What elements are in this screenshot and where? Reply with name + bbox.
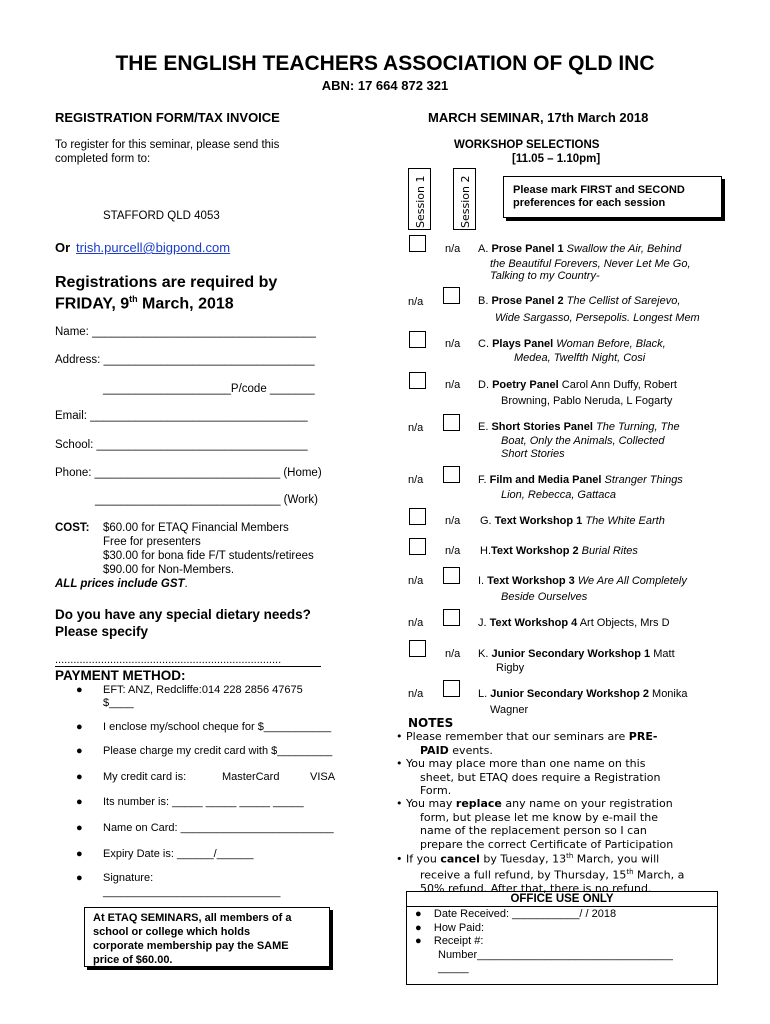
pay-cheque[interactable]: I enclose my/school cheque for $___________ [103, 721, 332, 733]
workshop-e-texts-2: Boat, Only the Animals, Collected [501, 435, 665, 447]
note-3-line-4: prepare the correct Certificate of Participation [420, 837, 674, 851]
dietary-question: Do you have any special dietary needs? [55, 607, 311, 622]
office-number[interactable]: Number________________________________ [438, 948, 673, 961]
deadline-day: FRIDAY, 9 [55, 295, 130, 313]
divider [55, 666, 321, 667]
workshop-c-session-1-checkbox[interactable] [409, 331, 426, 348]
workshop-h [480, 545, 638, 557]
visa-option[interactable]: VISA [310, 771, 336, 783]
workshop-f-session-2-checkbox[interactable] [443, 466, 460, 483]
note-1-bold-2: PAID [420, 743, 449, 757]
note-2-line-1: You may place more than one name on this [406, 757, 646, 770]
workshop-b-texts-2: Wide Sargasso, Persepolis. Longest Mem [495, 312, 700, 324]
cost-label: COST: [55, 522, 90, 534]
email-field[interactable]: Email: __________________________________ [55, 410, 308, 422]
workshop-f-session-1-na: n/a [408, 474, 424, 486]
workshop-k-session-1-checkbox[interactable] [409, 640, 426, 657]
phone-work-field[interactable]: _____________________________ (Work) [95, 494, 318, 506]
preferences-line-1: Please mark FIRST and SECOND [513, 184, 685, 196]
bullet: ● [76, 771, 83, 783]
workshop-j [478, 617, 670, 629]
workshop-l [478, 688, 688, 700]
pay-eft: EFT: ANZ, Redcliffe:014 228 2856 47675 [103, 684, 303, 696]
workshop-j-session-2-checkbox[interactable] [443, 609, 460, 626]
workshop-g [480, 515, 665, 527]
pay-card-type-label: My credit card is: [103, 771, 187, 783]
page-title: THE ENGLISH TEACHERS ASSOCIATION OF QLD INC [115, 52, 655, 75]
workshop-d-session-1-checkbox[interactable] [409, 372, 426, 389]
workshop-d-letter: D. [478, 379, 493, 391]
workshop-a [478, 243, 681, 255]
abn: ABN: 17 664 872 321 [321, 78, 449, 93]
note-1-end: events. [448, 743, 493, 757]
workshop-g-session-2-na: n/a [445, 515, 461, 527]
workshop-i-session-2-checkbox[interactable] [443, 567, 460, 584]
note-3-line-2: form, but please let me know by e-mail the [420, 810, 658, 824]
note-2: • You may place more than one name on this sheet, but ETAQ does require a Registration Form. [396, 757, 661, 797]
payment-title: PAYMENT METHOD: [55, 668, 186, 683]
office-use-box: OFFICE USE ONLY ● Date Received: ___________/ / 2018 ● How Paid: ● Receipt #: Number________________________________ _____ [406, 891, 718, 985]
workshop-g-session-1-checkbox[interactable] [409, 508, 426, 525]
note-3-text-2: any name on your registration [501, 797, 673, 810]
or-label: Or [55, 240, 71, 255]
cost-gst-end: . [184, 578, 188, 590]
name-field[interactable]: Name: ___________________________________ [55, 326, 316, 338]
preferences-box [503, 176, 722, 218]
workshop-k-texts-2: Rigby [496, 662, 525, 674]
corporate-membership-box [84, 907, 330, 967]
instructions-line-2: completed form to: [55, 153, 151, 165]
pay-eft-amount[interactable]: $____ [103, 697, 134, 709]
note-2-line-2: sheet, but ETAQ does require a Registration [420, 770, 661, 784]
workshop-d-texts: Carol Ann Duffy, Robert [561, 379, 677, 391]
note-4: • If you cancel by Tuesday, 13th March, you will receive a full refund, by Thursday, 15th March, a 50% refund. After that, there is no refund. [396, 852, 685, 896]
workshop-e-texts: The Turning, The [596, 421, 680, 433]
workshop-k [478, 648, 675, 660]
workshop-c-session-2-na: n/a [445, 338, 461, 350]
notes-title: NOTES [408, 716, 454, 730]
office-receipt[interactable]: Receipt #: [433, 935, 484, 947]
bullet: ● [76, 684, 83, 696]
pay-credit[interactable]: Please charge my credit card with $_________ [103, 745, 333, 757]
etaq-line-3: corporate membership pay the SAME [93, 940, 289, 952]
workshop-l-texts-2: Wagner [490, 704, 529, 716]
workshop-l-letter: L. [478, 688, 491, 700]
workshop-i-name: Text Workshop 3 [487, 575, 575, 587]
dietary-field[interactable]: .......................................................................... [55, 654, 282, 666]
preferences-line-2: preferences for each session [513, 197, 666, 209]
workshop-h-session-2-na: n/a [445, 545, 461, 557]
note-4-text-2: by Tuesday, 13 [479, 852, 567, 866]
bullet: ● [76, 796, 83, 808]
note-4-line-2: receive a full refund, by Thursday, 15 [420, 868, 627, 882]
workshop-b-texts: The Cellist of Sarejevo, [566, 295, 681, 307]
deadline-sup: th [129, 294, 138, 304]
workshop-e-session-1-na: n/a [408, 422, 424, 434]
note-3-bold: replace [455, 797, 502, 810]
note-4-sup-2: th [626, 868, 634, 877]
bullet: ● [76, 872, 83, 884]
note-4-sup-1: th [566, 852, 574, 860]
workshop-i-texts-2: Beside Ourselves [501, 591, 588, 603]
note-3-text: You may [406, 797, 456, 810]
workshop-i [478, 575, 687, 587]
workshop-l-name: Junior Secondary Workshop 2 [490, 688, 649, 700]
bullet: ● [76, 848, 83, 860]
workshop-d-texts-2: Browning, Pablo Neruda, L Fogarty [501, 395, 673, 407]
workshop-a-letter: A. [478, 243, 492, 255]
workshop-d-name: Poetry Panel [492, 379, 559, 391]
postal-address: STAFFORD QLD 4053 [103, 210, 220, 222]
workshop-l-session-2-checkbox[interactable] [443, 680, 460, 697]
workshop-d-session-2-na: n/a [445, 379, 461, 391]
session-1-label: Session 1 [414, 175, 427, 228]
note-4-text: If you [406, 852, 441, 866]
note-4-line-2-end: March, a [633, 868, 685, 882]
workshop-b-session-1-na: n/a [408, 296, 424, 308]
workshop-e-name: Short Stories Panel [491, 421, 593, 433]
office-number-cont: _____ [438, 962, 469, 974]
workshop-f-texts-2: Lion, Rebecca, Gattaca [501, 489, 616, 501]
workshop-f-letter: F. [478, 474, 490, 486]
workshop-c-texts-2: Medea, Twelfth Night, Cosi [514, 352, 646, 364]
workshop-f [478, 474, 683, 486]
workshop-k-name: Junior Secondary Workshop 1 [491, 648, 651, 660]
deadline-month: March, 2018 [137, 295, 234, 313]
expiry-field[interactable]: Expiry Date is: ______/______ [103, 848, 254, 860]
card-number-field[interactable]: Its number is: _____ _____ _____ _____ [103, 796, 304, 808]
workshop-k-session-2-na: n/a [445, 648, 461, 660]
workshop-j-letter: J. [478, 617, 490, 629]
workshop-a-texts: Swallow the Air, Behind [566, 243, 682, 255]
note-4-bold: cancel [440, 852, 480, 866]
workshop-b-letter: B. [478, 295, 492, 307]
postcode-field[interactable]: ____________________P/code _______ [103, 383, 315, 395]
workshop-time: [11.05 – 1.10pm] [512, 153, 601, 165]
school-field[interactable]: School: _________________________________ [55, 439, 308, 451]
workshop-e-letter: E. [478, 421, 492, 433]
workshop-j-texts: Art Objects, Mrs D [579, 617, 670, 629]
workshop-a-texts-3: Talking to my Country- [490, 270, 600, 282]
address-field[interactable]: Address: _________________________________ [55, 354, 315, 366]
signature-field[interactable]: _____________________________ [103, 886, 281, 898]
workshop-b [478, 295, 680, 307]
dietary-specify: Please specify [55, 624, 149, 639]
workshop-a-session-2-na: n/a [445, 243, 461, 255]
workshop-l-texts: Monika [652, 688, 688, 700]
cost-gst: ALL prices include GST [55, 578, 185, 590]
workshop-g-texts: The White Earth [585, 515, 665, 527]
phone-home-field[interactable]: Phone: _____________________________ (Home) [55, 467, 322, 479]
etaq-line-2: school or college which holds [93, 926, 251, 938]
email-link[interactable]: trish.purcell@bigpond.com [76, 240, 231, 255]
workshop-j-session-1-na: n/a [408, 617, 424, 629]
deadline-line-2 [55, 294, 234, 313]
workshop-a-session-1-checkbox[interactable] [409, 235, 426, 252]
workshop-selections-title: WORKSHOP SELECTIONS [454, 139, 600, 151]
deadline-line-1: Registrations are required by [55, 274, 278, 291]
bullet: ● [76, 822, 83, 834]
workshop-c-letter: C. [478, 338, 493, 350]
workshop-c-texts: Woman Before, Black, [556, 338, 666, 350]
workshop-l-session-1-na: n/a [408, 688, 424, 700]
cost-students: $30.00 for bona fide F/T students/retirees [103, 550, 314, 562]
workshop-j-name: Text Workshop 4 [489, 617, 578, 629]
workshop-h-letter: H. [480, 545, 491, 557]
workshop-d [478, 379, 677, 391]
note-3-line-3: name of the replacement person so I can [420, 824, 647, 837]
signature-label: Signature: [103, 872, 154, 884]
office-date-received[interactable]: Date Received: ___________/ / 2018 [433, 908, 617, 920]
name-on-card-field[interactable]: Name on Card: _________________________ [103, 822, 334, 834]
workshop-a-name: Prose Panel 1 [491, 243, 564, 255]
workshop-a-texts-2: the Beautiful Forevers, Never Let Me Go, [490, 258, 691, 270]
form-title: REGISTRATION FORM/TAX INVOICE [55, 110, 280, 125]
note-4-text-3: March, you will [573, 852, 660, 866]
workshop-f-name: Film and Media Panel [489, 474, 602, 486]
workshop-e-texts-3: Short Stories [501, 448, 565, 460]
note-1-text: Please remember that our seminars are [406, 730, 629, 743]
note-2-line-3: Form. [420, 784, 452, 797]
session-2-label: Session 2 [459, 175, 472, 228]
workshop-b-name: Prose Panel 2 [491, 295, 564, 307]
workshop-g-letter: G. [480, 515, 495, 527]
etaq-line-1: At ETAQ SEMINARS, all members of a [93, 912, 292, 924]
workshop-i-session-1-na: n/a [408, 575, 424, 587]
workshop-k-letter: K. [478, 648, 492, 660]
seminar-title: MARCH SEMINAR, 17th March 2018 [428, 110, 649, 125]
mastercard-option[interactable]: MasterCard [222, 771, 280, 783]
workshop-f-texts: Stranger Things [604, 474, 683, 486]
workshop-e-session-2-checkbox[interactable] [443, 414, 460, 431]
workshop-g-name: Text Workshop 1 [494, 515, 583, 527]
cost-gst-note [55, 578, 188, 590]
workshop-h-texts: Burial Rites [581, 545, 638, 557]
etaq-line-4: price of $60.00. [93, 954, 173, 966]
cost-members: $60.00 for ETAQ Financial Members [103, 522, 289, 534]
workshop-c-name: Plays Panel [492, 338, 554, 350]
workshop-h-name: Text Workshop 2 [491, 545, 579, 557]
note-1-bold: PRE- [628, 730, 658, 743]
workshop-e [478, 421, 680, 433]
instructions-line-1: To register for this seminar, please send this [55, 139, 280, 151]
bullet: ● [76, 721, 83, 733]
workshop-c [478, 338, 666, 350]
workshop-h-session-1-checkbox[interactable] [409, 538, 426, 555]
workshop-k-texts: Matt [653, 648, 675, 660]
office-use-title: OFFICE USE ONLY [407, 892, 717, 907]
cost-presenters: Free for presenters [103, 536, 201, 548]
note-4-line-3: 50% refund. After that, there is no refund. [420, 882, 652, 896]
cost-nonmembers: $90.00 for Non-Members. [103, 564, 235, 576]
workshop-i-texts: We Are All Completely [577, 575, 687, 587]
bullet: ● [76, 745, 83, 757]
workshop-i-letter: I. [478, 575, 488, 587]
note-3: • You may replace any name on your registration form, but please let me know by e-mail the name of the replacement person so I can prepare the correct Certificate of Participation [396, 797, 674, 851]
workshop-b-session-2-checkbox[interactable] [443, 287, 460, 304]
office-how-paid[interactable]: How Paid: [433, 921, 485, 934]
note-1: • Please remember that our seminars are PRE- PAID events. [396, 730, 658, 757]
